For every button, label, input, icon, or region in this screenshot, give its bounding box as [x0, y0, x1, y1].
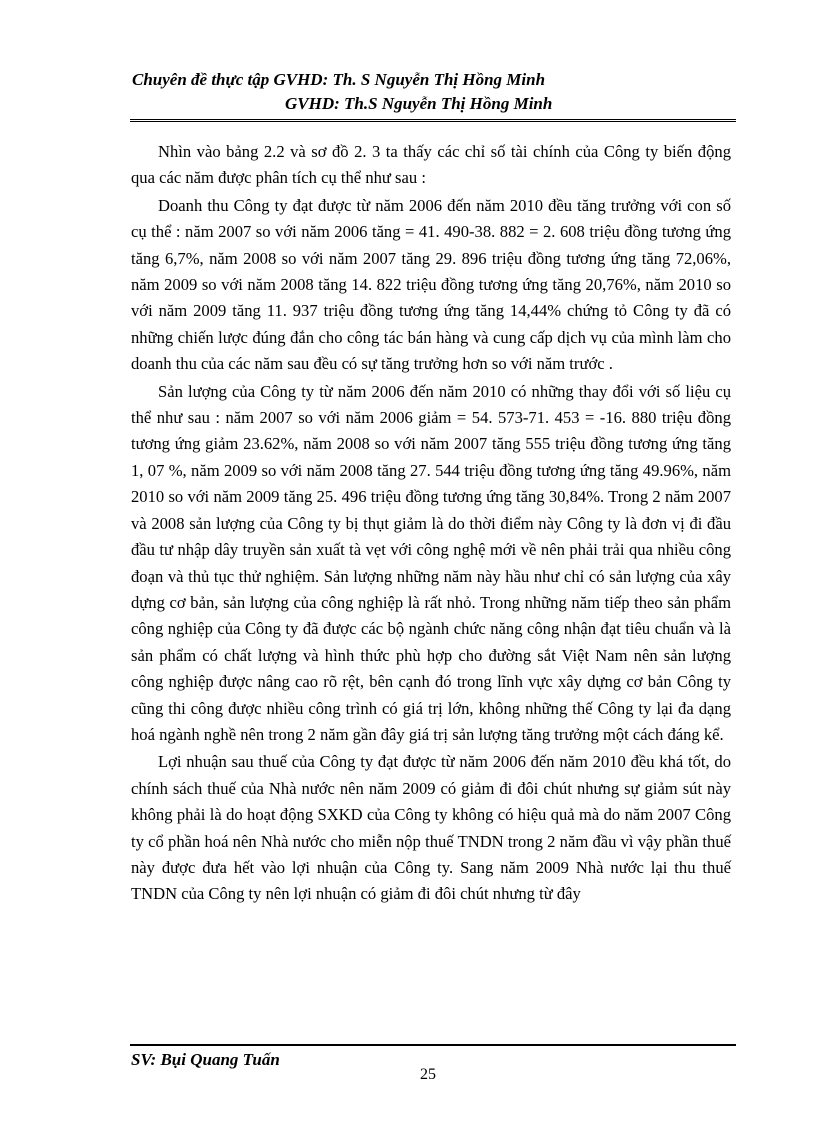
- footer-rule: [130, 1044, 736, 1046]
- page-number: 25: [420, 1066, 436, 1083]
- paragraph-profit: Lợi nhuận sau thuế của Công ty đạt được từ năm 2006 đến năm 2010 đều khá tốt, do chính sách thuế của Nhà nước nên năm 2009 có giảm đi đôi chút nhưng sự giảm sút này không phải là do hoạt động SXKD của Công ty không có hiệu quả mà do năm 2007 Công ty cổ phần hoá nên Nhà nước cho miễn nộp thuế TNDN trong 2 năm đầu vì vậy phần thuế này được đưa hết vào lợi nhuận của Công ty. Sang năm 2009 Nhà nước lại thu thuế TNDN của Công ty nên lợi nhuận có giảm đi đôi chút nhưng từ đây: [131, 752, 731, 904]
- header-rule: [130, 119, 736, 122]
- footer-student: SV: Bụi Quang Tuấn: [131, 1050, 280, 1069]
- document-body: [131, 139, 731, 909]
- page-header: [132, 68, 742, 116]
- header-line-2: GVHD: Th.S Nguyễn Thị Hồng Minh: [285, 94, 553, 113]
- paragraph-revenue: Doanh thu Công ty đạt được từ năm 2006 đến năm 2010 đều tăng trưởng với con số cụ thể : năm 2007 so với năm 2006 tăng = 41. 490-38. 882 = 2. 608 triệu đồng tương ứng tăng 6,7%, năm 2008 so với năm 2007 tăng 29. 896 triệu đồng tương ứng tăng 72,06%, năm 2009 so với năm 2008 tăng 14. 822 triệu đồng tương ứng tăng 20,76%, năm 2010 so với năm 2009 tăng 11. 937 triệu đồng tương ứng tăng 14,44% chứng tỏ Công ty đã có những chiến lược đúng đắn cho công tác bán hàng và cung cấp dịch vụ của mình làm cho doanh thu của các năm sau đều có sự tăng trưởng hơn so với năm trước .: [131, 195, 731, 374]
- paragraph-intro: Nhìn vào bảng 2.2 và sơ đồ 2. 3 ta thấy các chỉ số tài chính của Công ty biến động qua các năm được phân tích cụ thể như sau :: [131, 142, 731, 188]
- header-line-1: Chuyên đề thực tập GVHD: Th. S Nguyễn Thị Hồng Minh: [132, 70, 546, 89]
- paragraph-output: Sản lượng của Công ty từ năm 2006 đến năm 2010 có những thay đổi với số liệu cụ thể như sau : năm 2007 so với năm 2006 giảm = 54. 573-71. 453 = -16. 880 triệu đồng tương ứng giảm 23.62%, năm 2008 so với năm 2007 tăng 555 triệu đồng tương ứng tăng 1, 07 %, năm 2009 so với năm 2008 tăng 27. 544 triệu đồng tương ứng tăng 49.96%, năm 2010 so với năm 2009 tăng 25. 496 triệu đồng tương ứng tăng 30,84%. Trong 2 năm 2007 và 2008 sản lượng của Công ty bị thụt giảm là do thời điểm này Công ty là đơn vị đi đầu đầu tư nhập dây truyền sản xuất tà vẹt với công nghệ mới về nên phải trải qua nhiều công đoạn và thủ tục thử nghiệm. Sản lượng những năm này hầu như chỉ có sản lượng của xây dựng cơ bản, sản lượng của công nghiệp là rất nhỏ. Trong những năm tiếp theo sản phẩm công nghiệp của Công ty đã được các bộ ngành chức năng công nhận đạt tiêu chuẩn và là sản phẩm có chất lượng và hình thức phù hợp cho đường sắt Việt Nam nên sản lượng công nghiệp được nâng cao rõ rệt, bên cạnh đó trong lĩnh vực xây dựng cơ bản Công ty cũng thi công được nhiều công trình có giá trị lớn, không những thế Công ty lại đa dạng hoá ngành nghề nên trong 2 năm gần đây giá trị sản lượng tăng trưởng một cách đáng kể.: [131, 381, 731, 744]
